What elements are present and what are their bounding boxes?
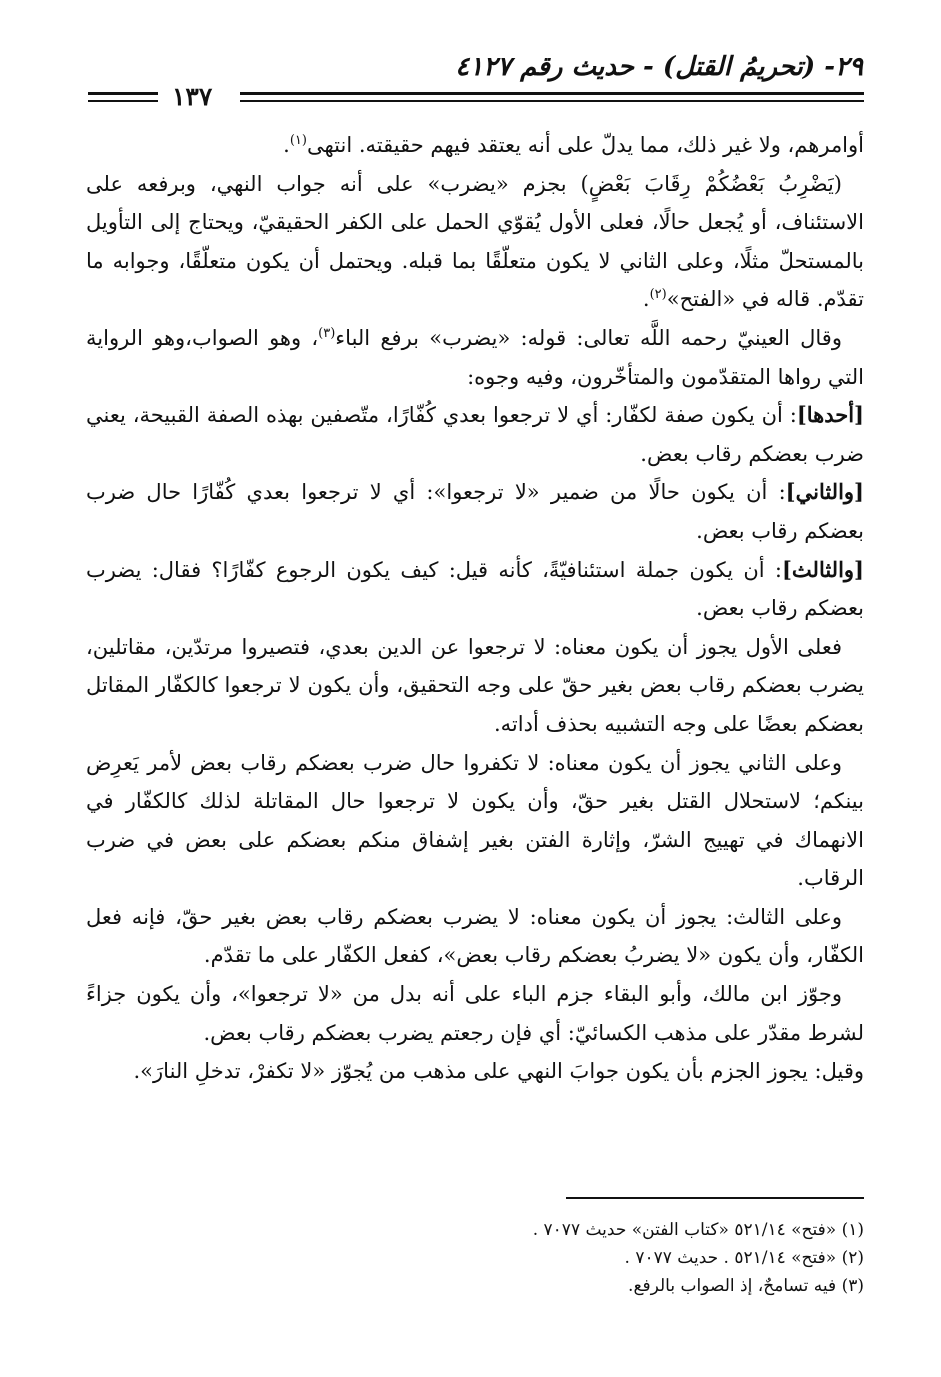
footnote-ref-1: (١) (289, 133, 307, 148)
paragraph-11: وقيل: يجوز الجزم بأن يكون جوابَ النهي على مذهب من يُجوّز «لا تكفرْ، تدخلِ النارَ». (133, 1059, 864, 1084)
paragraph-3 (86, 319, 864, 396)
page-number: ١٣٧ (172, 82, 213, 111)
footnote-ref-3: (٣) (318, 325, 336, 341)
first-aspect-label: [أحدها] (796, 402, 864, 428)
main-text (86, 126, 864, 1091)
footnote-1: (١) «فتح» ٥٢١/١٤ «كتاب الفتن» حديث ٧٠٧٧ . (532, 1220, 864, 1240)
paragraph-8: وعلى الثاني يجوز أن يكون معناه: لا تكفروا حال ضرب بعضكم رقاب بعض لأمر يَعرِض بينكم؛ لاستحلال القتل بغير حقّ، وأن يكون لا ترجعوا حال المقاتلة لذلك كالكفّار في الانهماك في تهييج الشرّ، وإثارة الفتن بغير إشفاق منكم بعضكم على بعض في ضرب الرقاب. (86, 750, 864, 891)
paragraph-9: وعلى الثالث: يجوز أن يكون معناه: لا يضرب بعضكم رقاب بعض بغير حقّ، فإنه فعل الكفّار، وأن يكون «لا يضربُ بعضكم رقاب بعض»، كفعل الكفّار على ما تقدّم. (86, 904, 864, 968)
paragraph-6-text: : أن يكون جملة استئنافيّةً، كأنه قيل: كيف يكون الرجوع كفّارًا؟ فقال: يضرب بعضكم رقاب بعض. (86, 557, 864, 621)
paragraph-6 (86, 551, 864, 628)
header-rule-right-top (240, 92, 864, 95)
footnotes (86, 1216, 864, 1300)
paragraph-3-text-b: ، وهو الصواب،وهو الرواية التي رواها المتقدّمون والمتأخّرون، وفيه وجوه: (86, 325, 864, 389)
paragraph-1-text: أوامرهم، ولا غير ذلك، مما يدلّ على أنه يعتقد فيهم حقيقته. انتهى (306, 133, 864, 157)
paragraph-10: وجوّز ابن مالك، وأبو البقاء جزم الباء على أنه بدل من «لا ترجعوا»، وأن يكون جزاءً لشرط مقدّر على مذهب الكسائيّ: أي فإن رجعتم يضرب بعضكم رقاب بعض. (86, 982, 864, 1045)
footnote-2: (٢) «فتح» ٥٢١/١٤ . حديث ٧٠٧٧ . (624, 1248, 864, 1268)
footnote-separator (566, 1197, 864, 1199)
paragraph-3-text-a: وقال العينيّ رحمه اللَّه تعالى: قوله: «يضرب» برفع الباء (335, 325, 842, 350)
paragraph-5-text: : أن يكون حالًا من ضمير «لا ترجعوا»: أي لا ترجعوا بعدي كُفّارًا حال ضرب بعضكم رقاب بعض. (86, 480, 864, 543)
paragraph-2: (يَضْرِبُ بَعْضُكُمْ رِقَابَ بَعْضٍ) بجزم «يضرب» على أنه جواب النهي، وبرفعه على الاستئناف، أو يُجعل حالًا، فعلى الأول يُقوّي الحمل على الكفر الحقيقيّ، ويحتاج إلى التأويل بالمستحلّ مثلًا، وعلى الثاني لا يكون متعلّقًا بما قبله. ويحتمل أن يكون متعلّقًا، وجوابه ما تقدّم. قاله في «الفتح»$^{(٢)}$. (86, 171, 864, 312)
paragraph-2-text: (يَضْرِبُ بَعْضُكُمْ رِقَابَ بَعْضٍ) بجزم «يضرب» على أنه جواب النهي، وبرفعه على الاستئناف، أو يُجعل حالًا، فعلى الأول يُقوّي الحمل على الكفر الحقيقيّ، ويحتاج إلى التأويل بالمستحلّ مثلًا، وعلى الثاني لا يكون متعلّقًا بما قبله. ويحتمل أن يكون متعلّقًا، وجوابه ما تقدّم. قاله في «الفتح» (86, 171, 864, 312)
footnote-ref-2: (٢) (649, 287, 667, 303)
header-rule-right-bottom (240, 100, 864, 102)
paragraph-1: أوامرهم، ولا غير ذلك، مما يدلّ على أنه يعتقد فيهم حقيقته. انتهى$^{(١)}$. (283, 133, 864, 157)
running-header-title: ٢٩- (تحريمُ القتل) - حديث رقم ٤١٢٧ (455, 52, 863, 82)
header-rule-left-bottom (88, 100, 158, 102)
footnote-3: (٣) فيه تسامحٌ، إذ الصواب بالرفع. (628, 1276, 864, 1296)
second-aspect-label: [والثاني] (785, 479, 864, 505)
paragraph-4 (86, 396, 864, 473)
third-aspect-label: [والثالث] (781, 556, 864, 582)
paragraph-4-text: : أن يكون صفة لكفّار: أي لا ترجعوا بعدي كُفّارًا، متّصفين بهذه الصفة القبيحة، يعني ضرب بعضكم رقاب بعض. (86, 403, 864, 466)
header-rule-left-top (88, 92, 158, 95)
paragraph-7: فعلى الأول يجوز أن يكون معناه: لا ترجعوا عن الدين بعدي، فتصيروا مرتدّين، مقاتلين، يضرب بعضكم رقاب بعض بغير حقّ على وجه التحقيق، وأن يكون لا ترجعوا كالكفّار المقاتل بعضكم بعضًا على وجه التشبيه بحذف أداته. (86, 634, 864, 736)
paragraph-5 (86, 473, 864, 550)
